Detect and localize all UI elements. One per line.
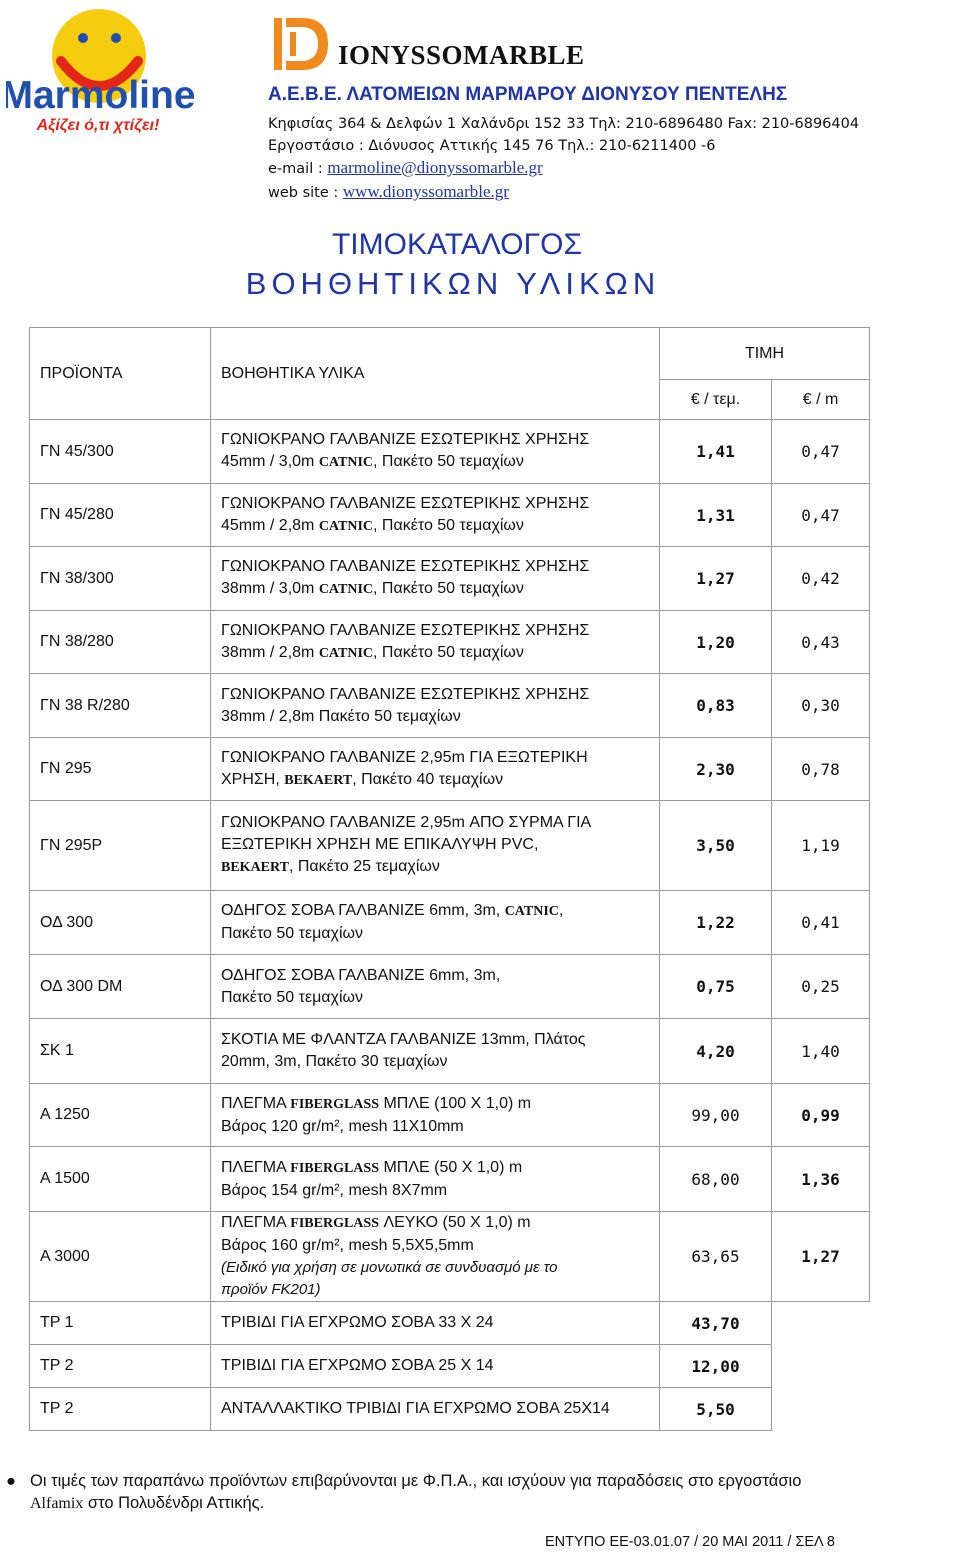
description-text: ΟΔΗΓΟΣ ΣΟΒΑ ΓΑΛΒΑΝΙΖΕ 6mm, 3m, [221, 902, 505, 919]
description-text: ΛΕΥΚΟ (50 Χ 1,0) m [379, 1214, 531, 1231]
price-per-piece: 1,20 [660, 611, 772, 674]
web-label: web site : [268, 185, 343, 201]
marmoline-logo [6, 6, 196, 136]
price-per-piece: 4,20 [660, 1019, 772, 1084]
page-subtitle: ΒΟΗΘΗΤΙΚΩΝ ΥΛΙΚΩΝ [245, 266, 661, 301]
table-row [30, 955, 870, 1019]
description-line-2 [221, 769, 649, 792]
description-brand: FIBERGLASS [290, 1216, 379, 1231]
description-text: , Πακέτο 25 τεμαχίων [288, 858, 440, 875]
description-line-2 [221, 834, 649, 856]
description-line-1 [221, 812, 649, 834]
product-description [211, 955, 660, 1019]
product-code: Α 3000 [30, 1212, 211, 1302]
table-row [30, 1302, 870, 1345]
description-text: ΣΚΟΤΙΑ ΜΕ ΦΛΑΝΤΖΑ ΓΑΛΒΑΝΙΖΕ 13mm, Πλάτος [221, 1031, 586, 1048]
brand-name: IONYSSOMARBLE [338, 40, 585, 70]
description-text: , Πακέτο 50 τεμαχίων [373, 643, 524, 661]
price-per-piece: 3,50 [660, 801, 772, 891]
footer-note [6, 1470, 802, 1515]
product-description [211, 420, 660, 484]
description-line-1 [221, 1029, 649, 1051]
description-line-2 [221, 1051, 649, 1073]
description-brand: CATNIC [318, 645, 374, 661]
description-line-2 [221, 642, 649, 665]
price-per-meter: 0,30 [772, 674, 870, 738]
description-line-1 [221, 493, 649, 515]
product-description [211, 611, 660, 674]
price-per-piece: 5,50 [660, 1388, 772, 1431]
price-per-meter: 1,36 [772, 1147, 870, 1212]
table-row [30, 1388, 870, 1431]
description-text: ΜΠΛΕ (50 Χ 1,0) m [379, 1158, 523, 1176]
price-per-meter: 1,19 [772, 801, 870, 891]
product-description [211, 674, 660, 738]
product-code: Α 1500 [30, 1147, 211, 1212]
description-line-1 [221, 900, 649, 923]
description-line-2 [221, 1235, 649, 1257]
description-text: , [558, 902, 564, 919]
description-line-1 [221, 1093, 649, 1116]
header-price: ΤΙΜΗ [660, 328, 870, 380]
web-line [268, 182, 509, 202]
header-materials: ΒΟΗΘΗΤΙΚΑ ΥΛΙΚΑ [211, 328, 660, 420]
table-row [30, 611, 870, 674]
product-description [211, 1302, 660, 1345]
price-per-piece: 1,41 [660, 420, 772, 484]
product-description [211, 1388, 660, 1431]
price-per-meter: 1,40 [772, 1019, 870, 1084]
description-brand: FIBERGLASS [290, 1160, 379, 1176]
product-code: ΤΡ 2 [30, 1388, 211, 1431]
table-row [30, 674, 870, 738]
description-text: 20mm, 3m, Πακέτο 30 τεμαχίων [221, 1053, 448, 1070]
description-text: , Πακέτο 50 τεμαχίων [373, 516, 524, 534]
header-unit-piece: € / τεμ. [660, 380, 772, 420]
description-brand: BEKAERT [284, 772, 353, 788]
description-line-1 [221, 620, 649, 642]
description-text: ΓΩΝΙΟΚΡΑΝΟ ΓΑΛΒΑΝΙΖΕ ΕΣΩΤΕΡΙΚΗΣ ΧΡΗΣΗΣ [221, 621, 590, 639]
page-title: ΤΙΜΟΚΑΤΑΛΟΓΟΣ [331, 228, 583, 261]
description-text: ΕΞΩΤΕΡΙΚΗ ΧΡΗΣΗ ΜΕ ΕΠΙΚΑΛΥΨΗ PVC, [221, 836, 539, 853]
description-line-2 [221, 706, 649, 728]
description-text: Βάρος 154 gr/m², mesh 8Χ7mm [221, 1181, 448, 1199]
description-line-2 [221, 451, 649, 474]
description-note: (Ειδικό για χρήση σε μονωτικά σε συνδυασμό με το [221, 1259, 558, 1276]
email-line [268, 158, 543, 178]
product-description [211, 1345, 660, 1388]
table-row [30, 547, 870, 611]
product-description [211, 484, 660, 547]
description-text: ΓΩΝΙΟΚΡΑΝΟ ΓΑΛΒΑΝΙΖΕ 2,95m ΑΠΟ ΣΥΡΜΑ ΓΙΑ [221, 814, 592, 831]
description-brand: CATNIC [318, 518, 374, 534]
description-line-2 [221, 987, 649, 1009]
product-description [211, 547, 660, 611]
product-code: ΓΝ 45/280 [30, 484, 211, 547]
description-line-1 [221, 747, 649, 769]
product-code: ΓΝ 45/300 [30, 420, 211, 484]
empty-cell [772, 1388, 870, 1431]
description-line-1 [221, 1212, 649, 1235]
table-row [30, 420, 870, 484]
description-line-1 [221, 965, 649, 987]
table-row [30, 1147, 870, 1212]
description-line-1 [221, 1398, 649, 1420]
description-text: , Πακέτο 50 τεμαχίων [373, 453, 524, 470]
description-text: ΠΛΕΓΜΑ [221, 1214, 291, 1231]
product-description [211, 1147, 660, 1212]
description-text: ΤΡΙΒΙΔΙ ΓΙΑ ΕΓΧΡΩΜΟ ΣΟΒΑ 33 Χ 24 [221, 1314, 494, 1331]
price-per-meter: 0,43 [772, 611, 870, 674]
description-text: ΓΩΝΙΟΚΡΑΝΟ ΓΑΛΒΑΝΙΖΕ ΕΣΩΤΕΡΙΚΗΣ ΧΡΗΣΗΣ [221, 431, 590, 448]
empty-cell [772, 1345, 870, 1388]
product-code: ΓΝ 38 R/280 [30, 674, 211, 738]
product-description [211, 891, 660, 955]
logo-brand-text: Marmoline [6, 74, 196, 117]
dionyssomarble-logo-icon [272, 14, 332, 74]
price-per-piece: 12,00 [660, 1345, 772, 1388]
product-code: ΤΡ 1 [30, 1302, 211, 1345]
description-brand: CATNIC [504, 904, 559, 919]
price-per-piece: 63,65 [660, 1212, 772, 1302]
product-description [211, 801, 660, 891]
description-text: 38mm / 2,8m Πακέτο 50 τεμαχίων [221, 707, 461, 725]
price-table [29, 327, 870, 1431]
table-row [30, 801, 870, 891]
description-text: ΠΛΕΓΜΑ [221, 1094, 291, 1112]
product-code: Α 1250 [30, 1084, 211, 1147]
price-per-meter: 0,78 [772, 738, 870, 801]
description-note: προϊόν FK201) [221, 1281, 321, 1298]
description-line-1 [221, 556, 649, 578]
price-per-piece: 1,27 [660, 547, 772, 611]
product-description [211, 1084, 660, 1147]
table-row [30, 1084, 870, 1147]
description-text: Βάρος 160 gr/m², mesh 5,5Χ5,5mm [221, 1237, 474, 1254]
description-text: , Πακέτο 40 τεμαχίων [352, 770, 504, 788]
product-code: ΓΝ 38/280 [30, 611, 211, 674]
empty-cell [772, 1302, 870, 1345]
description-line-2 [221, 1116, 649, 1138]
product-description [211, 1212, 660, 1302]
price-per-meter: 0,42 [772, 547, 870, 611]
price-per-meter: 0,41 [772, 891, 870, 955]
product-code: ΤΡ 2 [30, 1345, 211, 1388]
table-row [30, 484, 870, 547]
price-per-meter: 0,47 [772, 420, 870, 484]
description-text: ΑΝΤΑΛΛΑΚΤΙΚΟ ΤΡΙΒΙΔΙ ΓΙΑ ΕΓΧΡΩΜΟ ΣΟΒΑ 25Χ14 [221, 1400, 610, 1417]
description-brand: FIBERGLASS [290, 1096, 379, 1112]
description-brand: CATNIC [318, 455, 374, 470]
footer-note-place: στο Πολυδένδρι Αττικής. [83, 1494, 265, 1512]
price-per-meter: 0,47 [772, 484, 870, 547]
price-per-piece: 1,22 [660, 891, 772, 955]
product-code: ΟΔ 300 DM [30, 955, 211, 1019]
description-text: Πακέτο 50 τεμαχίων [221, 925, 363, 942]
description-text: , Πακέτο 50 τεμαχίων [373, 580, 524, 597]
description-text: ΓΩΝΙΟΚΡΑΝΟ ΓΑΛΒΑΝΙΖΕ ΕΣΩΤΕΡΙΚΗΣ ΧΡΗΣΗΣ [221, 494, 590, 512]
product-code: ΓΝ 295 [30, 738, 211, 801]
description-text: ΧΡΗΣΗ, [221, 770, 285, 788]
table-row [30, 1019, 870, 1084]
description-line-1 [221, 1312, 649, 1334]
description-line-2 [221, 923, 649, 945]
description-text: 38mm / 2,8m [221, 643, 319, 661]
product-code: ΣΚ 1 [30, 1019, 211, 1084]
company-name: Α.Ε.Β.Ε. ΛΑΤΟΜΕΙΩΝ ΜΑΡΜΑΡΟΥ ΔΙΟΝΥΣΟΥ ΠΕΝΤΕΛΗΣ [268, 84, 788, 105]
bullet-icon: ● [6, 1472, 16, 1490]
footer-note-line1: Οι τιμές των παραπάνω προϊόντων επιβαρύνονται με Φ.Π.Α., και ισχύουν για παραδόσεις στο εργοστάσιο [30, 1472, 802, 1490]
product-description [211, 738, 660, 801]
table-row [30, 1345, 870, 1388]
footer-note-line2 [30, 1492, 801, 1515]
price-per-piece: 43,70 [660, 1302, 772, 1345]
header-products: ΠΡΟΪΟΝΤΑ [30, 328, 211, 420]
product-code: ΓΝ 295Ρ [30, 801, 211, 891]
email-link[interactable]: marmoline@dionyssomarble.gr [327, 158, 543, 177]
description-line-1 [221, 1355, 649, 1377]
price-per-piece: 0,75 [660, 955, 772, 1019]
description-text: ΜΠΛΕ (100 Χ 1,0) m [379, 1094, 532, 1112]
description-text: ΤΡΙΒΙΔΙ ΓΙΑ ΕΓΧΡΩΜΟ ΣΟΒΑ 25 Χ 14 [221, 1357, 494, 1374]
website-link[interactable]: www.dionyssomarble.gr [342, 182, 509, 201]
address-line: Κηφισίας 364 & Δελφών 1 Χαλάνδρι 152 33 Τηλ: 210-6896480 Fax: 210-6896404 [268, 116, 860, 132]
factory-line: Εργοστάσιο : Διόνυσος Αττικής 145 76 Τηλ.: 210-6211400 -6 [268, 138, 716, 154]
description-line-3 [221, 856, 649, 879]
form-reference: ΕΝΤΥΠΟ ΕΕ-03.01.07 / 20 ΜΑΙ 2011 / ΣΕΛ 8 [545, 1534, 835, 1550]
description-text: Βάρος 120 gr/m², mesh 11Χ10mm [221, 1117, 464, 1135]
description-line-1 [221, 429, 649, 451]
description-text: ΓΩΝΙΟΚΡΑΝΟ ΓΑΛΒΑΝΙΖΕ ΕΣΩΤΕΡΙΚΗΣ ΧΡΗΣΗΣ [221, 558, 590, 575]
description-line-2 [221, 578, 649, 601]
price-per-meter: 0,25 [772, 955, 870, 1019]
footer-note-brand: Alfamix [30, 1495, 84, 1512]
description-brand: BEKAERT [221, 860, 289, 875]
email-label: e-mail : [268, 161, 328, 177]
product-code: ΟΔ 300 [30, 891, 211, 955]
description-text: 38mm / 3,0m [221, 580, 319, 597]
description-text: ΓΩΝΙΟΚΡΑΝΟ ΓΑΛΒΑΝΙΖΕ ΕΣΩΤΕΡΙΚΗΣ ΧΡΗΣΗΣ [221, 685, 590, 703]
price-per-piece: 68,00 [660, 1147, 772, 1212]
price-per-meter: 0,99 [772, 1084, 870, 1147]
table-row [30, 738, 870, 801]
header-unit-meter: € / m [772, 380, 870, 420]
description-text: Πακέτο 50 τεμαχίων [221, 988, 363, 1006]
price-per-piece: 2,30 [660, 738, 772, 801]
description-text: ΟΔΗΓΟΣ ΣΟΒΑ ΓΑΛΒΑΝΙΖΕ 6mm, 3m, [221, 966, 501, 984]
description-line-1 [221, 684, 649, 706]
price-per-piece: 1,31 [660, 484, 772, 547]
description-text: ΓΩΝΙΟΚΡΑΝΟ ΓΑΛΒΑΝΙΖΕ 2,95m ΓΙΑ ΕΞΩΤΕΡΙΚΗ [221, 748, 588, 766]
price-per-piece: 99,00 [660, 1084, 772, 1147]
description-line-1 [221, 1157, 649, 1180]
description-line-2 [221, 515, 649, 538]
description-line-2 [221, 1180, 649, 1202]
description-text: 45mm / 2,8m [221, 516, 319, 534]
product-description [211, 1019, 660, 1084]
logo-slogan: Αξίζει ό,τι χτίζει! [36, 117, 160, 134]
description-brand: CATNIC [318, 582, 374, 597]
table-row [30, 891, 870, 955]
description-text: 45mm / 3,0m [221, 453, 319, 470]
price-per-piece: 0,83 [660, 674, 772, 738]
price-per-meter: 1,27 [772, 1212, 870, 1302]
table-row [30, 1212, 870, 1302]
description-text: ΠΛΕΓΜΑ [221, 1158, 291, 1176]
product-code: ΓΝ 38/300 [30, 547, 211, 611]
